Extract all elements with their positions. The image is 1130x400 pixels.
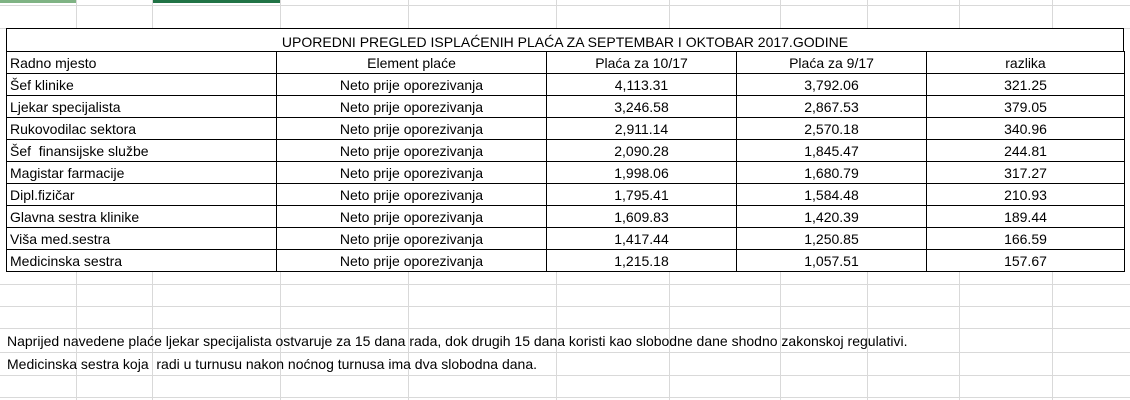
table-row xyxy=(7,228,1125,250)
cell-position[interactable]: Dipl.fizičar xyxy=(7,184,277,206)
cell-element[interactable]: Neto prije oporezivanja xyxy=(277,162,547,184)
cell-difference[interactable]: 189.44 xyxy=(927,206,1125,228)
cell-salary-oct[interactable]: 3,246.58 xyxy=(547,96,737,118)
cell-salary-sep[interactable]: 3,792.06 xyxy=(737,74,927,96)
cell-difference[interactable]: 157.67 xyxy=(927,250,1125,272)
gridline xyxy=(0,306,1130,307)
cell-salary-sep[interactable]: 1,250.85 xyxy=(737,228,927,250)
table-row xyxy=(7,118,1125,140)
note-nurse[interactable]: Medicinska sestra koja radi u turnusu nakon noćnog turnusa ima dva slobodna dana. xyxy=(7,356,537,372)
cell-position[interactable]: Viša med.sestra xyxy=(7,228,277,250)
cell-element[interactable]: Neto prije oporezivanja xyxy=(277,228,547,250)
cell-salary-oct[interactable]: 1,417.44 xyxy=(547,228,737,250)
cell-salary-oct[interactable]: 2,911.14 xyxy=(547,118,737,140)
cell-element[interactable]: Neto prije oporezivanja xyxy=(277,96,547,118)
table-header-row xyxy=(7,52,1125,74)
gridline xyxy=(0,397,1130,398)
cell-salary-oct[interactable]: 1,215.18 xyxy=(547,250,737,272)
table-row xyxy=(7,96,1125,118)
cell-element[interactable]: Neto prije oporezivanja xyxy=(277,140,547,162)
cell-salary-sep[interactable]: 1,420.39 xyxy=(737,206,927,228)
cell-salary-sep[interactable]: 2,867.53 xyxy=(737,96,927,118)
cell-position[interactable]: Šef klinike xyxy=(7,74,277,96)
cell-salary-sep[interactable]: 2,570.18 xyxy=(737,118,927,140)
table-row xyxy=(7,162,1125,184)
cell-position[interactable]: Ljekar specijalista xyxy=(7,96,277,118)
cell-salary-oct[interactable]: 1,998.06 xyxy=(547,162,737,184)
table-row xyxy=(7,140,1125,162)
gridline xyxy=(0,375,1130,376)
cell-difference[interactable]: 321.25 xyxy=(927,74,1125,96)
header-placa-10-17[interactable]: Plaća za 10/17 xyxy=(547,52,737,74)
gridline xyxy=(0,284,1130,285)
cell-element[interactable]: Neto prije oporezivanja xyxy=(277,184,547,206)
cell-element[interactable]: Neto prije oporezivanja xyxy=(277,250,547,272)
header-placa-9-17[interactable]: Plaća za 9/17 xyxy=(737,52,927,74)
column-header-highlight xyxy=(0,0,76,3)
salary-table xyxy=(6,51,1125,272)
header-element-place[interactable]: Element plaće xyxy=(277,52,547,74)
cell-position[interactable]: Rukovodilac sektora xyxy=(7,118,277,140)
table-row xyxy=(7,74,1125,96)
cell-difference[interactable]: 244.81 xyxy=(927,140,1125,162)
table-row xyxy=(7,206,1125,228)
header-radno-mjesto[interactable]: Radno mjesto xyxy=(7,52,277,74)
cell-difference[interactable]: 379.05 xyxy=(927,96,1125,118)
gridline xyxy=(0,352,1130,353)
cell-difference[interactable]: 340.96 xyxy=(927,118,1125,140)
cell-salary-oct[interactable]: 2,090.28 xyxy=(547,140,737,162)
cell-position[interactable]: Glavna sestra klinike xyxy=(7,206,277,228)
cell-salary-oct[interactable]: 4,113.31 xyxy=(547,74,737,96)
gridline xyxy=(0,5,1130,6)
cell-salary-oct[interactable]: 1,795.41 xyxy=(547,184,737,206)
cell-salary-oct[interactable]: 1,609.83 xyxy=(547,206,737,228)
cell-salary-sep[interactable]: 1,057.51 xyxy=(737,250,927,272)
cell-difference[interactable]: 210.93 xyxy=(927,184,1125,206)
sheet-title: UPOREDNI PREGLED ISPLAĆENIH PLAĆA ZA SEPTEMBAR I OKTOBAR 2017.GODINE xyxy=(281,34,849,50)
gridline xyxy=(0,328,1130,329)
cell-element[interactable]: Neto prije oporezivanja xyxy=(277,118,547,140)
cell-salary-sep[interactable]: 1,845.47 xyxy=(737,140,927,162)
cell-difference[interactable]: 317.27 xyxy=(927,162,1125,184)
cell-salary-sep[interactable]: 1,680.79 xyxy=(737,162,927,184)
cell-position[interactable]: Magistar farmacije xyxy=(7,162,277,184)
selected-column-indicator xyxy=(152,0,280,3)
table-row xyxy=(7,184,1125,206)
title-cell[interactable] xyxy=(6,28,1124,51)
cell-element[interactable]: Neto prije oporezivanja xyxy=(277,74,547,96)
cell-element[interactable]: Neto prije oporezivanja xyxy=(277,206,547,228)
cell-position[interactable]: Šef finansijske službe xyxy=(7,140,277,162)
cell-salary-sep[interactable]: 1,584.48 xyxy=(737,184,927,206)
note-specialist[interactable]: Naprijed navedene plaće ljekar specijalista ostvaruje za 15 dana rada, dok drugih 15 dana koristi kao slobodne dane shodno zakonskoj regulativi. xyxy=(7,333,908,349)
cell-position[interactable]: Medicinska sestra xyxy=(7,250,277,272)
header-razlika[interactable]: razlika xyxy=(927,52,1125,74)
cell-difference[interactable]: 166.59 xyxy=(927,228,1125,250)
table-row xyxy=(7,250,1125,272)
